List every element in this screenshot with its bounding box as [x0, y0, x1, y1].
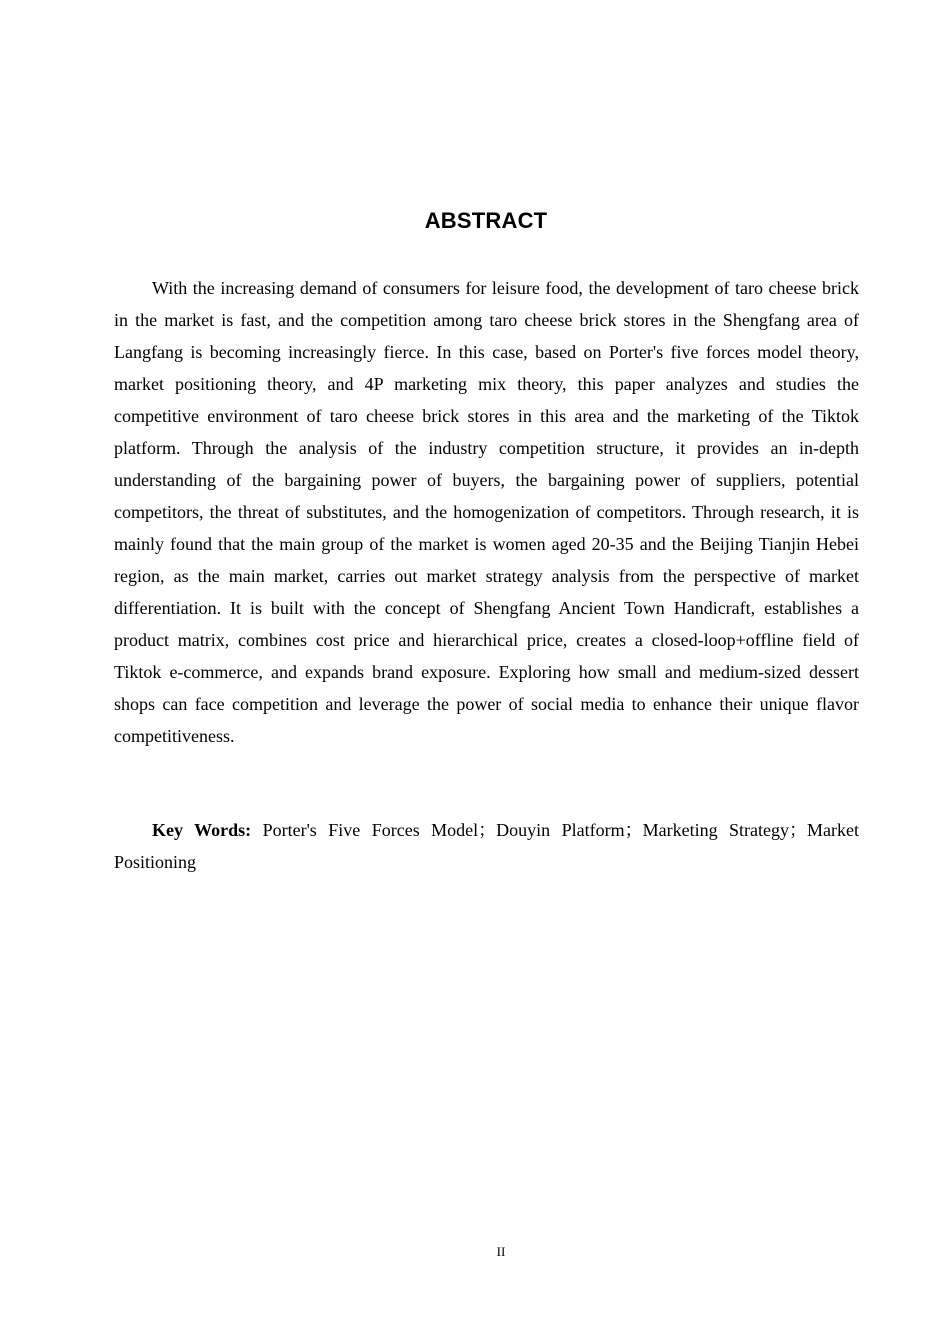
abstract-paragraph: With the increasing demand of consumers for leisure food, the development of taro cheese brick in the market is fast, and the competition among taro cheese brick stores in the Shengfang area of Langfang is becoming increasingly fierce. In this case, based on Porter's five forces model theory, market positioning theory, and 4P marketing mix theory, this paper analyzes and studies the competitive environment of taro cheese brick stores in this area and the marketing of the Tiktok platform. Through the analysis of the industry competition structure, it provides an in-depth understanding of the bargaining power of buyers, the bargaining power of suppliers, potential competitors, the threat of substitutes, and the homogenization of competitors. Through research, it is mainly found that the main group of the market is women aged 20-35 and the Beijing Tianjin Hebei region, as the main market, carries out market strategy analysis from the perspective of market differentiation. It is built with the concept of Shengfang Ancient Town Handicraft, establishes a product matrix, combines cost price and hierarchical price, creates a closed-loop+offline field of Tiktok e-commerce, and expands brand exposure. Exploring how small and medium-sized dessert shops can face competition and leverage the power of social media to enhance their unique flavor competitiveness. — [114, 278, 859, 746]
abstract-title: ABSTRACT — [424, 208, 548, 233]
keywords-paragraph — [114, 814, 859, 878]
keywords-list: Porter's Five Forces Model；Douyin Platform；Marketing Strategy；Market Positioning — [114, 820, 859, 872]
page-number: II — [496, 1244, 506, 1259]
keywords-label: Key Words: — [152, 820, 252, 840]
